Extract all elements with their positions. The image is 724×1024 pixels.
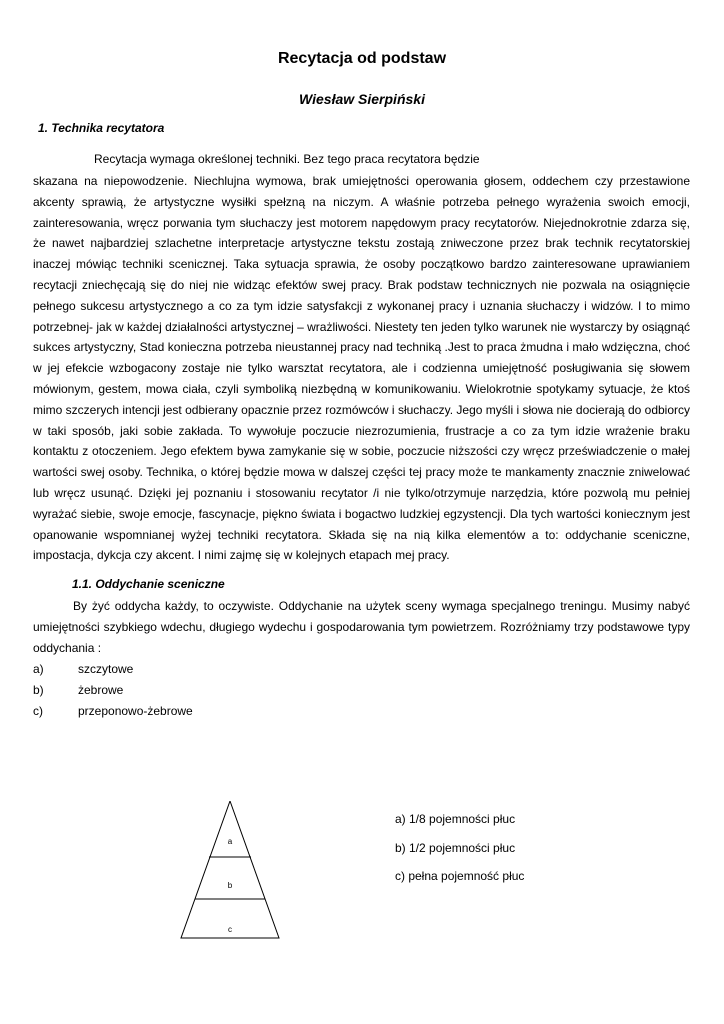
pyramid-label-a: a	[227, 837, 233, 846]
section-heading-technika: 1. Technika recytatora	[38, 121, 165, 135]
subsection-paragraph-oddychanie: By żyć oddycha każdy, to oczywiste. Oddychanie na użytek sceny wymaga specjalnego treningu. Musimy nabyć umiejętności szybkiego wdechu, długiego wydechu i gospodarowania tym powietrzem. Rozróżniamy trzy podstawowe typy oddychania :	[33, 599, 690, 655]
legend-item-b: b) 1/2 pojemności płuc	[395, 841, 516, 855]
subsection-heading-oddychanie: 1.1. Oddychanie sceniczne	[72, 577, 225, 591]
list-item-text: przeponowo-żebrowe	[78, 704, 193, 718]
document-title: Recytacja od podstaw	[277, 50, 447, 67]
list-item-text: żebrowe	[78, 683, 124, 697]
pyramid-label-b: b	[227, 881, 233, 890]
list-item-marker: a)	[33, 662, 44, 676]
section-first-line: Recytacja wymaga określonej techniki. Bez tego praca recytatora będzie	[94, 152, 480, 166]
list-item-marker: c)	[33, 704, 43, 718]
legend-item-a: a) 1/8 pojemności płuc	[395, 812, 516, 826]
section-paragraph-technika: skazana na niepowodzenie. Niechlujna wymowa, brak umiejętności operowania głosem, oddechem czy przestawione akcenty sprawią, że artystyczne wysiłki spełzną na niczym. A właśnie potrzeba pełnego wyrażenia swoich emocji, zainteresowania, wręcz porwania tym słuchaczy jest motorem napędowym pracy recytatorów. Niejednokrotnie zdarza się, że nawet najbardziej szlachetne interpretacje artystyczne tekstu zostają zniweczone przez brak technik recytatorskiej inaczej mówiąc techniki scenicznej. Taka sytuacja sprawia, że osoby początkowo bardzo zainteresowane uprawianiem recytacji zniechęcają się do niej nie widząc efektów swej pracy. Brak podstaw technicznych nie pozwala na osiągnięcie pełnego sukcesu artystycznego a co za tym idzie satysfakcji z wykonanej pracy i uznania słuchaczy i widzów. I to mimo potrzebnej- jak w każdej działalności artystycznej – wrażliwości. Niestety ten jeden tylko warunek nie wystarczy by osiągnąć sukces artystyczny, Stad konieczna potrzeba nieustannej pracy nad techniką .Jest to praca żmudna i mało wdzięczna, choć w jej efekcie wzbogacony zostaje nie tylko warsztat recytatora, ale i codzienna umiejętność posługiwania się słowem mówionym, gestem, mowa ciała, czyli symboliką niezbędną w komunikowaniu. Wielokrotnie spotykamy sytuacje, że ktoś mimo szczerych intencji jest odbierany opacznie przez rozmówców i słuchaczy. Jego myśli i słowa nie docierają do odbiorcy w taki sposób, jaki sobie zakłada. To wywołuje poczucie niezrozumienia, frustracje a co za tym idzie wrażenie braku kontaktu z otoczeniem. Jego efektem bywa zamykanie się w sobie, poczucie niższości czy wręcz przeświadczenie o małej wartości swej osoby. Technika, o której będzie mowa w dalszej części tej pracy może te mankamenty znacznie zniwelować lub wręcz usunąć. Dzięki jej poznaniu i stosowaniu recytator /i nie tylko/otrzymuje narzędzia, które pozwolą mu pełniej wyrażać siebie, swoje emocje, fascynacje, piękno świata i bogactwo ludzkiej egzystencji. Dla tych wartości koniecznym jest opanowanie wspomnianej wyżej techniki recytatora. Składa się na nią kilka elementów a to: oddychanie sceniczne, impostacja, dykcja czy akcent. I nimi zajmę się w kolejnych etapach mej pracy.	[33, 174, 690, 563]
pyramid-outline	[181, 801, 279, 938]
pyramid-label-c: c	[228, 925, 232, 934]
list-item-marker: b)	[33, 683, 44, 697]
document-author: Wiesław Sierpiński	[299, 91, 425, 107]
lung-capacity-pyramid	[180, 801, 280, 941]
list-item-text: szczytowe	[78, 662, 134, 676]
legend-item-c: c) pełna pojemność płuc	[395, 869, 525, 883]
